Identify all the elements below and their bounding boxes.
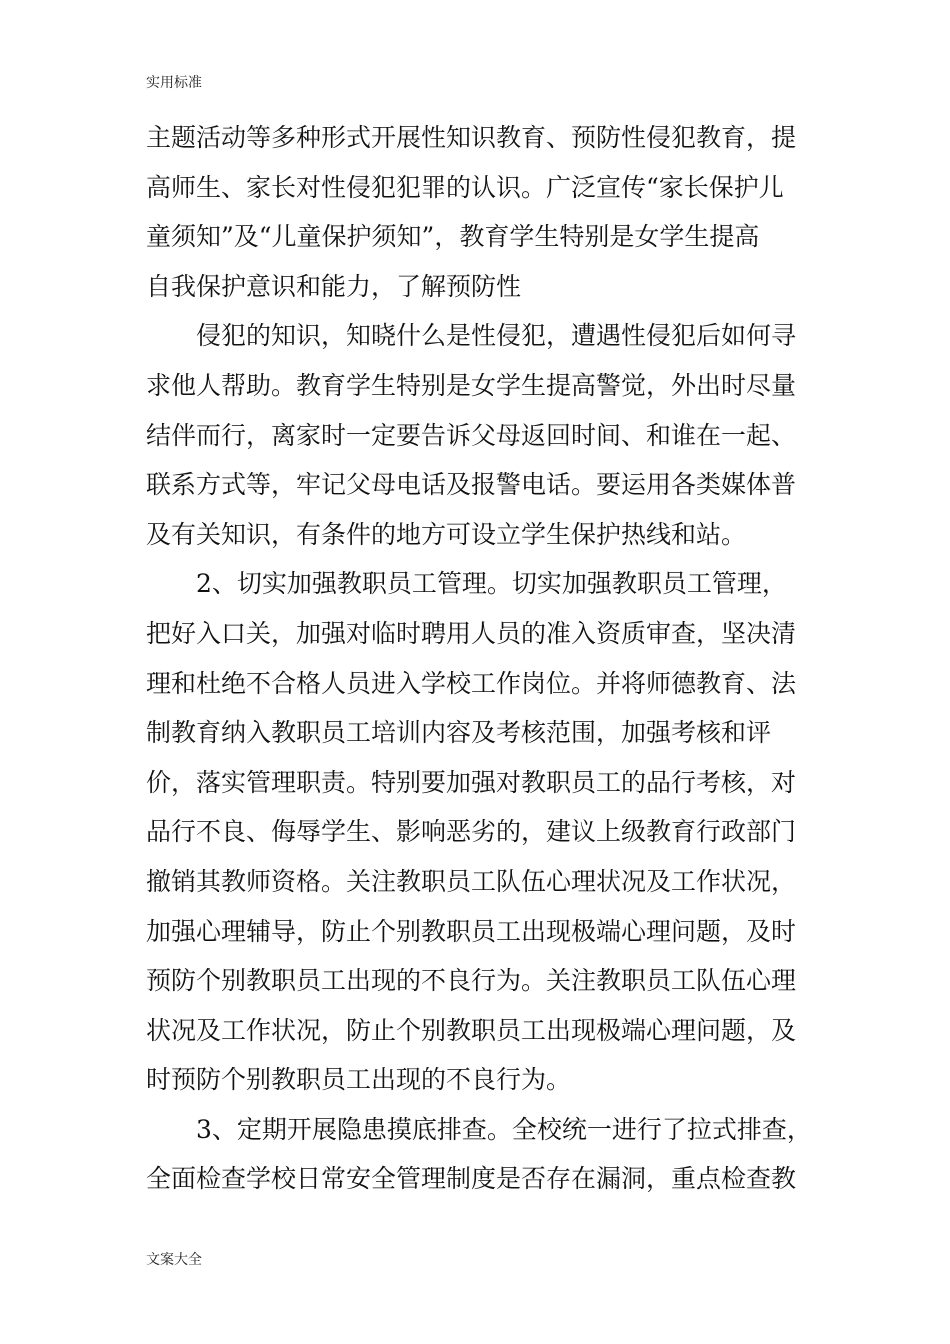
text-line: 2、切实加强教职员工管理。切实加强教职员工管理， [196,569,787,599]
text-line: 时预防个别教职员工出现的不良行为。 [146,1065,572,1095]
text-line: 主题活动等多种形式开展性知识教育、预防性侵犯教育，提 [146,123,797,152]
text-line: 自我保护意识和能力，了解预防性 [146,271,522,301]
text-line: 撤销其教师资格。关注教职员工队伍心理状况及工作状况， [146,866,797,896]
text-line: 制教育纳入教职员工培训内容及考核范围，加强考核和评 [146,718,772,748]
text-line: 侵犯的知识，知晓什么是性侵犯，遭遇性侵犯后如何寻 [196,321,797,351]
text-line: 预防个别教职员工出现的不良行为。关注教职员工队伍心理 [146,966,797,996]
text-line: 把好入口关，加强对临时聘用人员的准入资质审查，坚决清 [146,618,797,648]
text-line: 品行不良、侮辱学生、影响恶劣的，建议上级教育行政部门 [146,817,797,847]
page-footer: 文案大全 [146,1252,202,1268]
text-line: 状况及工作状况，防止个别教职员工出现极端心理问题，及 [146,1015,797,1045]
text-line: 理和杜绝不合格人员进入学校工作岗位。并将师德教育、法 [146,668,797,698]
text-line: 全面检查学校日常安全管理制度是否存在漏洞，重点检查教 [146,1164,797,1194]
text-line: 价，落实管理职责。特别要加强对教职员工的品行考核，对 [146,767,797,797]
text-line: 3、定期开展隐患摸底排查。全校统一进行了拉式排查， [196,1114,812,1144]
text-line: 及有关知识，有条件的地方可设立学生保护热线和站。 [146,519,747,549]
document-body [146,113,836,1204]
text-line: 童须知”及“儿童保护须知”，教育学生特别是女学生提高 [146,222,760,252]
text-line: 高师生、家长对性侵犯犯罪的认识。广泛宣传“家长保护儿 [146,172,784,202]
page-header: 实用标准 [146,75,202,91]
text-line: 求他人帮助。教育学生特别是女学生提高警觉，外出时尽量 [146,370,797,400]
text-line: 联系方式等，牢记父母电话及报警电话。要运用各类媒体普 [146,470,797,500]
text-line: 加强心理辅导，防止个别教职员工出现极端心理问题，及时 [146,916,797,946]
text-line: 结伴而行，离家时一定要告诉父母返回时间、和谁在一起、 [146,420,797,450]
